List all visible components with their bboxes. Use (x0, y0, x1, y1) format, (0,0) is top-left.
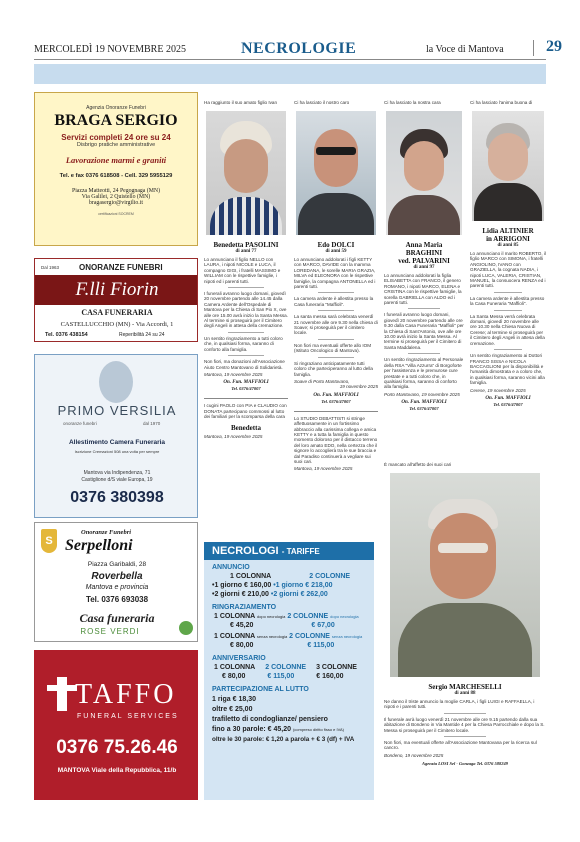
tariff-lutto-label: PARTECIPAZIONE AL LUTTO (212, 686, 309, 693)
obit-place-date: Cerese, 19 novembre 2025 (470, 387, 526, 393)
obit-place-date: Porto Mantovano, 19 novembre 2025 (384, 391, 460, 397)
issue-date: MERCOLEDÌ 19 NOVEMBRE 2025 (34, 44, 186, 55)
obituary-braghini (384, 100, 464, 450)
annuncio-r1-price-2: € 218,00 (305, 582, 333, 589)
lutto-row-2: oltre € 25,00 (212, 706, 253, 713)
obituary-dolci (294, 100, 378, 530)
obit-name: Sergio MARCHESELLI (428, 683, 502, 691)
ad-serpelloni-phone: Tel. 0376 693038 (85, 595, 149, 604)
annuncio-col-2: 2 COLONNE (309, 573, 351, 580)
cross-icon (57, 677, 67, 711)
tariffs-title: NECROLOGI (212, 545, 279, 557)
ad-braga-address1: Piazza Matteotti, 24 Pegognaga (MN) (71, 188, 161, 194)
ad-primo-phone: 0376 380398 (70, 489, 164, 506)
ad-primo-address2: Castiglione d/S viale Europa, 19 (81, 477, 153, 483)
obit-agency: On. Fun. MAFFIOLI (401, 400, 447, 406)
lutto-row-3: trafiletto di condoglianze/ pensiero (212, 716, 328, 723)
obit-body-2: La camera ardente è allestita presso la Casa Funeraria "Maffioli". (470, 295, 545, 307)
obit-body-1: Lo annunciano il figlio NELLO con LAURA, i nipoti NICOLE e LUCA, il compagno GIGI, i fratelli MASSIMO e WILLIAM con le rispettive famiglie, i nipoti ed i parenti tutti. (204, 257, 281, 284)
ad-primo-camera: Allestimento Camera Funeraria (68, 439, 166, 446)
obit-agency: On. Fun. MAFFIOLI (313, 392, 359, 398)
ad-fiorin-phone: Tel. 0376 438154 (45, 332, 88, 338)
condolence-name: Benedetta (231, 423, 261, 432)
anniv-b-price: € 115,00 (267, 673, 295, 680)
ad-taffo-name: TAFFO (75, 679, 177, 710)
tariffs-title-suffix: - TARIFFE (281, 547, 320, 556)
ring-a-note: dopo necrologia (256, 614, 286, 619)
ad-primo-since: dal 1970 (143, 421, 161, 426)
obit-body-1: Lo annunciano il marito ROBERTO, il figlio MARCO con SIMONA, i fratelli ANGIOLINO, IVANO con GRAZIELLA, la cognata NADIA, i nipoti LUCA, VALERIA, CRISTIAN, MANUEL, la consuocera RENZA ed i parenti tutti. (470, 251, 546, 289)
obit-agency: On. Fun. MAFFIOLI (485, 395, 531, 401)
ad-fiorin-name: F.lli Fiorin (35, 275, 198, 305)
condolence-text: Lo STUDIO DEBATTISTI si stringe affettuosamente in un fortissimo abbraccio alla carissima collega e amica KETTY e a tutta la famiglia in questo momento doloroso per il distacco terreno del loro amato EDO, nella certezza che il signore lo accoglierà tra le sue braccia e dal Paradiso continuerà a vegliare sui suoi cari. (294, 415, 378, 464)
ad-fiorin-title: ONORANZE FUNEBRI (79, 263, 163, 272)
ad-primo-sub: onoranze funebri (63, 421, 97, 426)
obit-body-1: Ne danno il triste annuncio la moglie CARLA, i figli LUIGI e RAFFAELLA, i nipoti e i parenti tutti. (384, 699, 535, 710)
tariffs-header (204, 542, 374, 560)
obit-name: Benedetta PASOLINI (213, 241, 279, 249)
annuncio-r2-days-2: •2 giorni (270, 591, 299, 598)
ad-serpelloni-province: Mantova e provincia (85, 584, 149, 591)
obituary-marcheselli (384, 462, 546, 802)
tariffs-box (204, 542, 374, 800)
ring-b: 2 COLONNE (287, 613, 329, 620)
obit-body-2: Il funerale avrà luogo venerdì 21 novembre alle ore 9.15 partendo dalla sua abitazione di Bondeno in Via Mantide 4 per la Chiesa Parrocchiale e dopo la S. Messa si proseguirà per il Cimitero locale. (384, 716, 545, 733)
ring-d: 2 COLONNE (289, 633, 330, 640)
annuncio-r1-price: € 160,00 (244, 582, 272, 589)
tariff-ring-label: RINGRAZIAMENTO (212, 604, 277, 611)
obit-intro: Ci ha lasciato il nostro caro (294, 100, 350, 105)
obit-photo (206, 111, 286, 235)
ad-fiorin (34, 258, 198, 342)
ad-primo-iscrizione: Iscrizione Cremazioni 508 una volta per sempre (74, 449, 160, 454)
obituary-pasolini (204, 100, 288, 500)
obit-agency-tel: Tel. 0376/47007 (493, 401, 523, 407)
anniv-a-price: € 80,00 (222, 673, 246, 680)
anniv-a: 1 COLONNA (214, 664, 256, 671)
header-divider (533, 40, 534, 56)
obit-body-3: La santa messa sarà celebrata venerdì 21 novembre alle ore 9.30 nella chiesa di Soave; si proseguirà per il cimitero locale. (294, 314, 378, 336)
ad-primo-versilia (34, 354, 198, 518)
ad-serpelloni-town: Roverbella (91, 571, 143, 582)
ad-braga-works: Lavorazione marmi e graniti (65, 155, 167, 165)
ad-fiorin-availability: Reperibilità 24 su 24 (119, 332, 165, 338)
obit-body-5: Si ringraziano anticipatamente tutti coloro che parteciperanno al lutto della famiglia. (294, 360, 373, 377)
obit-intro: Ci ha lasciato la nostra cara (384, 100, 441, 105)
ad-fiorin-address: CASTELLUCCHIO (MN) - Via Accordi, 1 (60, 321, 174, 328)
obit-place-date: Mantova, 19 novembre 2025 (204, 371, 263, 377)
lutto-row-4: fino a 30 parole: € 45,20 (212, 726, 291, 733)
annuncio-r1-days: •1 giorno (212, 582, 243, 589)
obit-name-last: BRAGHINI (405, 249, 443, 257)
annuncio-col-1: 1 COLONNA (230, 573, 272, 580)
ad-serpelloni-rose: ROSE VERDI (80, 627, 140, 636)
ad-serpelloni-name: Serpelloni (65, 537, 133, 554)
obit-age: di anni 85 (497, 243, 519, 248)
ad-braga-phone: Tel. e fax 0376 618508 - Cell. 329 5955129 (59, 173, 173, 179)
obit-age: di anni 97 (413, 265, 435, 270)
ad-serpelloni-pre: Onoranze Funebri (81, 529, 132, 536)
ring-b-price: € 67,00 (311, 622, 335, 629)
ad-braga-email: bragasergio@virgilio.it (89, 200, 143, 206)
annuncio-r1-days-2: •1 giorno (273, 582, 304, 589)
obit-date: 19 novembre 2025 (339, 384, 378, 390)
ad-braga-services2: Disbrigo pratiche amministrative (76, 142, 156, 148)
obit-body-1: Lo annunciano addolorati la figlia ELISABETTA con FRANCO, il genero ROMANO, i nipoti MARCO, ELENA e CRISTINA con le rispettive famiglie, la sorella GABRIELLA con ALDO ed i parenti tutti. (384, 273, 462, 306)
rose-icon (179, 621, 193, 635)
ring-c-note: senza necrologia (256, 634, 288, 639)
obit-body-4: Non fiori ma eventuali offerte allo IOM (Istituto Oncologico di Mantova). (294, 342, 372, 354)
obit-intro: Ci ha lasciato l'anima buona di (470, 100, 533, 105)
obit-place-date: Bondeno, 19 novembre 2025 (384, 752, 444, 758)
tariff-anniv-label: ANNIVERSARIO (212, 655, 266, 662)
obit-name-first: Anna Maria (405, 241, 443, 249)
ad-primo-name: PRIMO VERSILIA (57, 403, 177, 418)
ring-c: 1 COLONNA (214, 633, 255, 640)
anniv-b: 2 COLONNE (265, 664, 307, 671)
ad-taffo-phone: 0376 75.26.46 (56, 737, 178, 758)
obit-name-married: in ARRIGONI (486, 235, 530, 243)
ad-serpelloni-address: Piazza Garibaldi, 28 (87, 561, 147, 568)
ad-serpelloni-casa: Casa funeraria (79, 611, 155, 625)
condolence-place: Mantova, 19 novembre 2025 (294, 466, 353, 472)
condolence-place: Mantova, 19 novembre 2025 (204, 433, 263, 439)
ad-braga-services: Servizi completi 24 ore su 24 (61, 133, 171, 142)
cross-bar (47, 685, 77, 691)
obit-place: Soave di Porto Mantovano, (294, 378, 350, 384)
obit-intro: Ha raggiunto il suo amato figlio Ivan (204, 100, 278, 105)
ad-fiorin-since: Dal 1963 (41, 265, 60, 270)
page-number: 29 (546, 38, 562, 55)
annuncio-r2-price-2: € 262,00 (300, 591, 328, 598)
obit-photo (296, 111, 376, 235)
obit-agency-tel: Tel. 0376/47007 (231, 386, 261, 392)
obit-name-married: ved. PALVARINI (398, 257, 450, 265)
obit-age: di anni 77 (235, 249, 257, 254)
lutto-row-5: oltre le 30 parole: € 1,20 a parola + € 3 (df) + IVA (212, 736, 355, 743)
obit-photo (386, 111, 462, 235)
ad-taffo-sub: FUNERAL SERVICES (77, 713, 179, 720)
obit-body-1: Lo annunciano addolorati i figli KETTY con MARCO, DAVIDE con la mamma LOREDANA, le sorelle MARIA GRAZIA, MILVA ed ELEONORA con le rispettive famiglie, la compagna ANTONELLA ed i parenti tutti. (294, 257, 376, 290)
obit-name: Edo DOLCI (317, 241, 355, 249)
ring-b-note: dopo necrologia (330, 614, 359, 619)
ad-taffo-address: MANTOVA Viale della Repubblica, 11/b (57, 767, 177, 774)
lutto-row-1: 1 riga € 18,30 (212, 696, 256, 703)
ring-c-price: € 80,00 (230, 642, 254, 649)
ad-taffo (34, 650, 198, 800)
ad-fiorin-casa: CASA FUNERARIA (81, 308, 153, 317)
anniv-c-price: € 160,00 (316, 673, 344, 680)
ring-a-price: € 45,20 (230, 622, 254, 629)
obit-body-3: La Santa Messa verrà celebrata domani, giovedì 20 novembre alle ore 10.30 nella Chiesa Nuova di Cerese; al termine si proseguirà per il Cimitero degli Angeli in attesa della cremazione. (470, 313, 545, 346)
obit-name-first: Lidia ALTINIER (482, 227, 534, 235)
ring-d-note: senza necrologia (331, 634, 363, 639)
lutto-row-4-note: (compreso diritto fisso e IVA) (292, 727, 344, 732)
tariff-annuncio-label: ANNUNCIO (212, 564, 250, 571)
ad-braga-sergio (34, 92, 198, 246)
ad-braga-address2: Via Galilei, 2 Quistello (MN) (81, 194, 151, 200)
ad-serpelloni (34, 522, 198, 642)
obit-photo (472, 111, 544, 221)
obit-body-4: Non fiori, ma donazioni all'Associazione Aiuto Centro Mantovano di Solidarietà. (204, 359, 285, 370)
obit-intro: È mancato all'affetto dei suoi cari (384, 462, 452, 467)
obit-body-3: Un sentito ringraziamento a tutti coloro che, in qualsiasi forma, saranno di conforto alla famiglia. (204, 335, 283, 352)
annuncio-r2-price: € 210,00 (241, 591, 269, 598)
ad-braga-cert: certificazioni SOCREM (98, 212, 134, 216)
ad-braga-agency: Agenzia Onoranze Funebri (86, 105, 146, 111)
header-band (34, 64, 546, 84)
ad-primo-address1: Mantova via Indipendenza, 71 (83, 470, 151, 476)
serpelloni-shield-icon: S (41, 529, 57, 553)
obit-age: di anni 59 (325, 249, 347, 254)
obit-body-3: Non fiori, ma eventuali offerte all'Associazione Mantovana per la ricerca sul cancro. (384, 740, 537, 751)
obit-body-4: Un sentito ringraziamento ai Dottori FRANCO SISSA e NICOLA BACCAGLIONI per la disponibilità e l'umanità dimostrata e a coloro che, in qualsiasi forma, saranno vicini alla famiglia. (470, 353, 545, 386)
ad-braga-name: BRAGA SERGIO (54, 112, 178, 129)
obituary-altinier (470, 100, 546, 450)
publication-name: la Voce di Mantova (426, 44, 504, 55)
obit-photo (390, 473, 540, 677)
section-title: NECROLOGIE (241, 40, 357, 57)
obit-body-2: I funerali avranno luogo domani, giovedì 20 novembre partendo alle 14.45 dalla Camera Ardente dell'Ospedale di Mantova per la Chiesa di San Pio X, ove alle ore 15.00 avrà inizio la Santa Messa. Al termine si proseguirà per il Cimitero degli Angeli in attesa della cremazione. (204, 291, 289, 329)
obit-body-2: I funerali avranno luogo domani, giovedì 20 novembre partendo alle ore 9.30 dalla Casa Funeraria "Maffioli" per la Chiesa di Sant'Antonio, ove alle ore 10.00 avrà inizio la Santa Messa. Al termine si proseguirà per il Cimitero di Santa Maddalena. (384, 312, 464, 350)
obit-body-2: La camera ardente è allestita presso la Casa funeraria "Maffioli". (294, 296, 374, 307)
annuncio-r2-days: •2 giorni (212, 591, 240, 598)
condolence-text: I cugini PAOLO con PIA e CLAUDIO con DONATA partecipano commossi al lutto dei familiari per la scomparsa della cara (204, 403, 287, 420)
obit-body-3: Un sentito ringraziamento al Personale della RSA "Villa Azzurra" di Borgoforte per l'assistenza e le premurose cure prestate e a tutti coloro che, in qualsiasi forma, saranno di conforto alla famiglia. (384, 357, 464, 390)
angel-logo-icon (99, 361, 133, 403)
page-header (34, 36, 562, 60)
obit-age: di anni 88 (454, 691, 476, 696)
obit-agency: Agenzia LOSI Sel - Gonzaga Tel. 0376 588249 (421, 761, 509, 767)
obit-agency: On. Fun. MAFFIOLI (223, 380, 269, 386)
ring-d-price: € 115,00 (307, 642, 335, 649)
anniv-c: 3 COLONNE (316, 664, 357, 671)
obit-agency-tel: Tel. 0376/47007 (321, 398, 351, 404)
obit-agency-tel: Tel. 0376/47007 (409, 406, 439, 412)
ring-a: 1 COLONNA (214, 613, 255, 620)
